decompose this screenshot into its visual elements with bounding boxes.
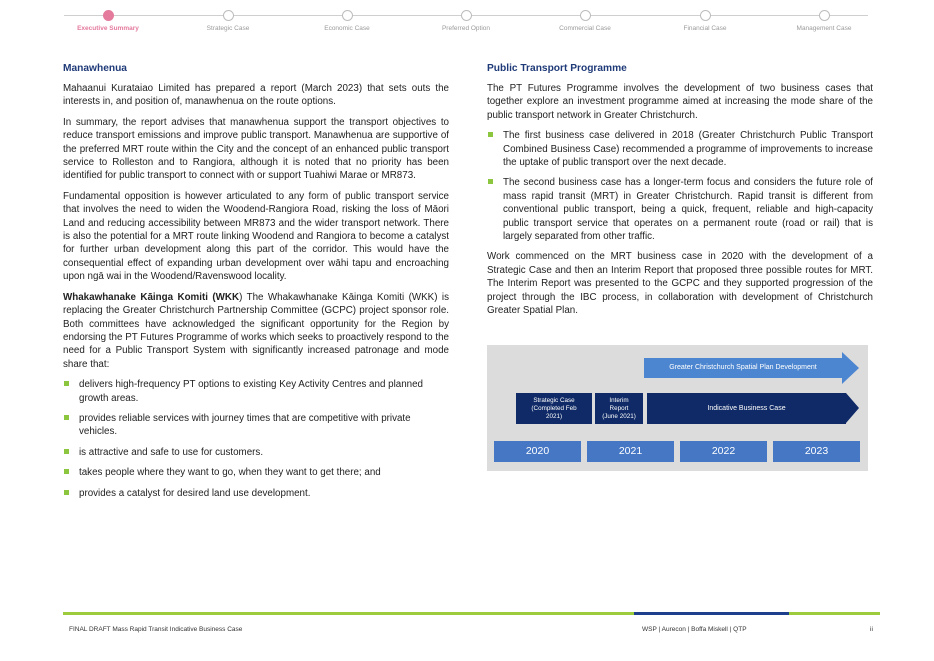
strategic-case-box <box>516 393 592 424</box>
list-item-text: The first business case delivered in 2018 (Greater Christchurch Public Transport Combined Business Case) recommended a programme of improvements to increase the uptake of public transport over the next decade. <box>503 130 873 169</box>
step-dot <box>700 10 711 21</box>
step-label: Financial Case <box>683 25 727 32</box>
bullet-square-icon <box>488 132 493 137</box>
step-dot <box>819 10 830 21</box>
bullet-square-icon <box>64 449 69 454</box>
step-dot <box>103 10 114 21</box>
paragraph: Fundamental opposition is however articulated to any form of public transport service that involves the need to widen the Woodend-Rangiora Road, risking the loss of Māori Land and reducing accessibility between MR873 and the wider transport network. There is also the potential for a MRT route linking Woodend and Rangiora to become a catalyst for further urban development along this part of the corridor. This would have the consequential effect of expanding urban development over wāhi tapu and encroaching upon ngā wai in the Woodend/Ravenswood locality. <box>63 190 449 283</box>
box-line: 2021) <box>545 412 563 420</box>
step-label: Preferred Option <box>441 25 491 32</box>
year-2023: 2023 <box>773 441 860 462</box>
footer-rule-green-end <box>789 612 880 615</box>
bullet-square-icon <box>64 415 69 420</box>
spatial-plan-arrow <box>644 352 859 384</box>
step-preferred-option[interactable] <box>411 10 521 32</box>
paragraph: The PT Futures Programme involves the development of two business cases that together explore an investment programme aimed at increasing the mode share of the public transport network in Greater Christchurch. <box>487 83 873 121</box>
paragraph: In summary, the report advises that manawhenua support the transport objectives to reduce transport emissions and improve public transport. Manawhenua are supportive of the preferred MRT route within the City and the concept of an enhanced public transport service to Rolleston and to Rangiora, although it is noted that no priority has been identified for public transport to connect with or support Tuahiwi Marae or MR873. <box>63 116 449 182</box>
step-dot <box>342 10 353 21</box>
step-commercial-case[interactable] <box>530 10 640 32</box>
footer-document-title: FINAL DRAFT Mass Rapid Transit Indicative Business Case <box>69 626 243 633</box>
step-label: Executive Summary <box>77 25 139 32</box>
year-2020: 2020 <box>494 441 581 462</box>
step-financial-case[interactable] <box>650 10 760 32</box>
year-2022: 2022 <box>680 441 767 462</box>
list-item-text: provides a catalyst for desired land use development. <box>79 487 311 499</box>
box-line: Report <box>609 404 629 412</box>
list-item-text: delivers high-frequency PT options to existing Key Activity Centres and planned growth areas. <box>79 379 423 404</box>
ibc-arrow-head <box>846 393 859 423</box>
page-number: ii <box>870 626 873 633</box>
step-dot <box>580 10 591 21</box>
footer-rule-green <box>63 612 634 615</box>
year-2021: 2021 <box>587 441 674 462</box>
list-item <box>63 378 449 405</box>
paragraph <box>63 291 449 371</box>
bullet-list <box>63 378 449 500</box>
step-economic-case[interactable] <box>292 10 402 32</box>
box-line: Interim <box>609 396 629 404</box>
step-dot <box>223 10 234 21</box>
manawhenua-heading: Manawhenua <box>63 63 127 74</box>
footer-rule-blue <box>634 612 789 615</box>
spatial-plan-label: Greater Christchurch Spatial Plan Development <box>669 364 817 371</box>
right-column <box>487 62 873 325</box>
bullet-square-icon <box>488 179 493 184</box>
step-strategic-case[interactable] <box>173 10 283 32</box>
list-item <box>63 412 449 439</box>
step-label: Economic Case <box>324 25 370 32</box>
ibc-label: Indicative Business Case <box>707 404 786 412</box>
bullet-square-icon <box>64 381 69 386</box>
bullet-square-icon <box>64 469 69 474</box>
list-item <box>63 487 449 500</box>
box-line: (June 2021) <box>602 412 636 420</box>
list-item-text: is attractive and safe to use for customers. <box>79 446 264 458</box>
pt-programme-heading: Public Transport Programme <box>487 63 627 74</box>
list-item <box>487 129 873 169</box>
step-dot <box>461 10 472 21</box>
step-label: Management Case <box>796 25 852 32</box>
step-management-case[interactable] <box>769 10 879 32</box>
footer-authors: WSP | Aurecon | Boffa Miskell | QTP <box>642 626 747 633</box>
step-executive-summary[interactable] <box>53 10 163 32</box>
list-item <box>63 446 449 459</box>
bullet-list <box>487 129 873 243</box>
wkk-text: ) The Whakawhanake Kāinga Komiti (WKK) is replacing the Greater Christchurch Partnership Committee (GCPC) project sponsor role. Both committees have acknowledged the significant opportunity for the Region by endorsing the PT Futures Programme of works which seeks to proactively respond to the need for a Public Transport System with significantly increased patronage and mode share that: <box>63 291 449 370</box>
interim-report-box <box>595 393 643 424</box>
progress-stepper <box>64 8 868 38</box>
paragraph: Work commenced on the MRT business case in 2020 with the development of a Strategic Case and then an Interim Report that proposed three possible routes for MRT. The Interim Report was presented to the GCPC and they supported progression of the project through the IBC process, in collaboration with development of Christchurch Greater Spatial Plan. <box>487 251 873 317</box>
list-item-text: provides reliable services with journey times that are competitive with private vehicles. <box>79 412 411 438</box>
bullet-square-icon <box>64 490 69 495</box>
step-label: Strategic Case <box>206 25 250 32</box>
programme-timeline-figure <box>487 345 868 471</box>
left-column <box>63 62 449 507</box>
box-line: Strategic Case <box>533 396 575 404</box>
box-line: (Completed Feb <box>531 404 577 412</box>
list-item-text: takes people where they want to go, when they want to get there; and <box>79 467 381 479</box>
wkk-bold-lead: Whakawhanake Kāinga Komiti (WKK <box>63 291 240 303</box>
list-item-text: The second business case has a longer-term focus and considers the future role of mass rapid transit (MRT) in Greater Christchurch. Rapid transit is different from conventional public transport, being a quick, frequent, reliable and high-capacity public transport service that operates on a permanent route (road or rail) that is largely separated from other traffic. <box>503 177 873 243</box>
indicative-business-case-box <box>647 393 846 424</box>
step-label: Commercial Case <box>559 25 611 32</box>
paragraph: Mahaanui Kurataiao Limited has prepared a report (March 2023) that sets outs the interests in, and position of, manawhenua on the route options. <box>63 83 449 108</box>
list-item <box>63 466 449 479</box>
arrow-head <box>842 352 859 384</box>
list-item <box>487 176 873 243</box>
